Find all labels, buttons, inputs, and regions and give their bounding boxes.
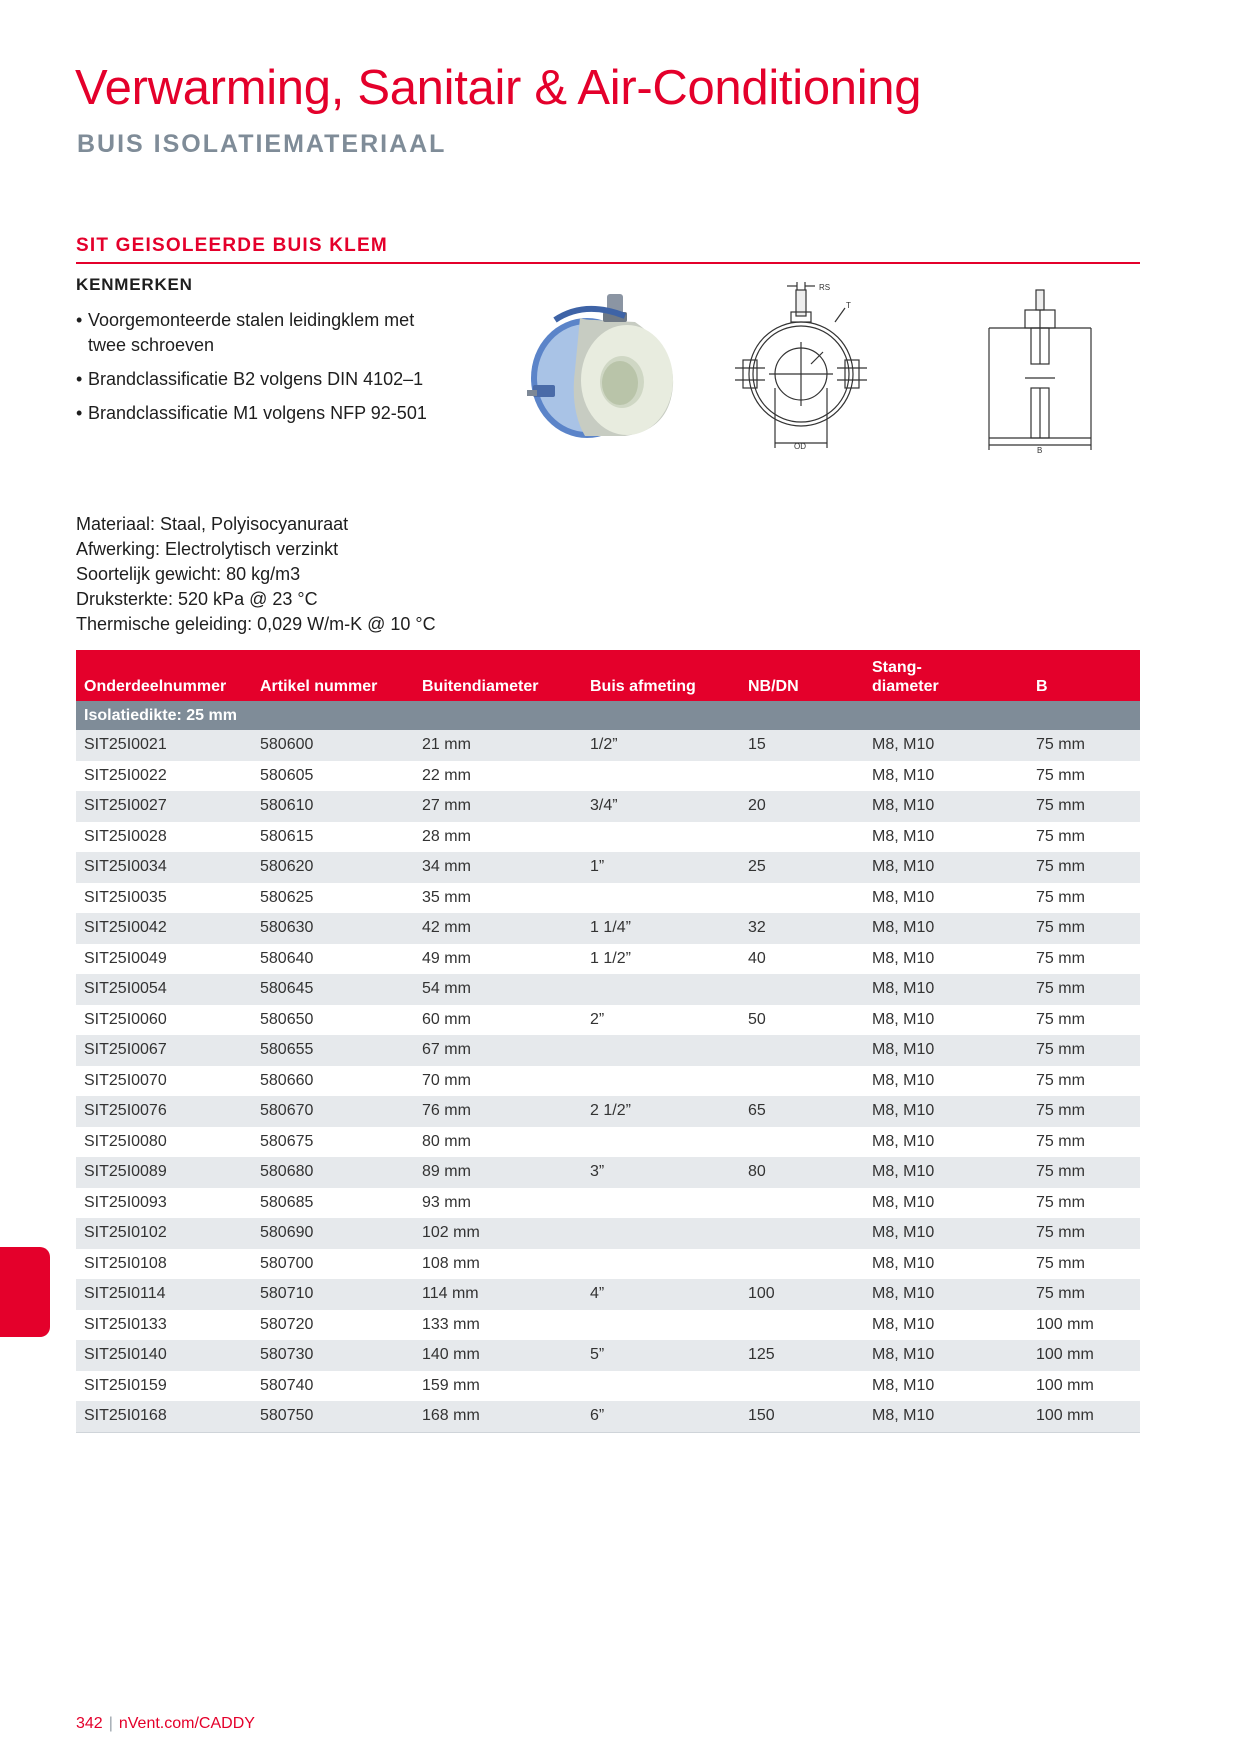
cell-outer-diameter: 28 mm (422, 827, 471, 845)
cell-article-number: 580650 (260, 1010, 314, 1028)
cell-part-number: SIT25I0021 (76, 730, 252, 761)
cell-nb-dn (740, 1310, 864, 1341)
cell-b: 75 mm (1028, 913, 1140, 944)
col-header-nb-dn: NB/DN (740, 650, 864, 701)
cell-outer-diameter: 70 mm (422, 1071, 471, 1089)
cell-part-number: SIT25I0076 (76, 1096, 252, 1127)
col-header-pipe-size: Buis afmeting (582, 650, 740, 701)
table-row (76, 852, 1140, 883)
table-row (76, 1066, 1140, 1097)
product-section-title: SIT GEISOLEERDE BUIS KLEM (76, 235, 388, 256)
table-row (76, 1249, 1140, 1280)
table-header-row (76, 650, 1140, 701)
cell-nb-dn: 100 (740, 1279, 864, 1310)
cell-outer-diameter: 168 mm (414, 1401, 582, 1432)
cell-nb-dn (740, 1188, 864, 1219)
cell-rod-diameter: M8, M10 (864, 1218, 1028, 1249)
cell-part-number: SIT25I0114 (76, 1279, 252, 1310)
cell-b: 75 mm (1036, 827, 1085, 845)
cell-rod-diameter: M8, M10 (872, 1376, 935, 1394)
cell-b: 100 mm (1036, 1315, 1094, 1333)
cell-outer-diameter: 35 mm (422, 888, 471, 906)
cell-b: 75 mm (1028, 852, 1140, 883)
cell-outer-diameter: 60 mm (422, 1010, 471, 1028)
cell-part-number: SIT25I0093 (84, 1193, 167, 1211)
cell-outer-diameter: 76 mm (414, 1096, 582, 1127)
cell-b: 100 mm (1028, 1401, 1140, 1432)
cell-rod-diameter: M8, M10 (872, 1071, 935, 1089)
cell-article-number: 580610 (252, 791, 414, 822)
cell-part-number: SIT25I0089 (76, 1157, 252, 1188)
cell-rod-diameter: M8, M10 (864, 791, 1028, 822)
cell-nb-dn (740, 1371, 864, 1402)
cell-b: 75 mm (1028, 730, 1140, 761)
t-dimension-label: T (846, 301, 851, 310)
spec-thermal-conductivity: Thermische geleiding: 0,029 W/m-K @ 10 °C (76, 614, 436, 634)
cell-outer-diameter: 42 mm (414, 913, 582, 944)
cell-pipe-size: 1/2” (582, 730, 740, 761)
cell-outer-diameter: 102 mm (414, 1218, 582, 1249)
cell-pipe-size: 1” (582, 852, 740, 883)
cell-nb-dn: 150 (740, 1401, 864, 1432)
footer-separator: | (108, 1715, 113, 1732)
cell-part-number: SIT25I0159 (84, 1376, 167, 1394)
cell-b: 75 mm (1036, 1254, 1085, 1272)
cell-pipe-size (582, 1310, 740, 1341)
cell-rod-diameter: M8, M10 (872, 1315, 935, 1333)
cell-nb-dn (740, 1218, 864, 1249)
cell-b: 100 mm (1036, 1376, 1094, 1394)
col-header-outer-diameter: Buitendiameter (414, 650, 582, 701)
spec-compressive-strength: Druksterkte: 520 kPa @ 23 °C (76, 589, 318, 609)
cell-rod-diameter: M8, M10 (872, 766, 935, 784)
cell-article-number: 580600 (252, 730, 414, 761)
cell-b: 75 mm (1028, 791, 1140, 822)
cell-rod-diameter: M8, M10 (864, 730, 1028, 761)
cell-nb-dn (740, 1066, 864, 1097)
page-footer (76, 1715, 255, 1733)
cell-part-number: SIT25I0168 (76, 1401, 252, 1432)
cell-article-number: 580655 (252, 1035, 414, 1066)
cell-article-number: 580730 (252, 1340, 414, 1371)
cell-part-number: SIT25I0140 (76, 1340, 252, 1371)
cell-pipe-size: 1 1/4” (582, 913, 740, 944)
cell-b: 75 mm (1028, 1157, 1140, 1188)
b-dimension-label: B (1037, 446, 1043, 455)
cell-article-number: 580720 (260, 1315, 314, 1333)
cell-b: 75 mm (1028, 974, 1140, 1005)
cell-part-number: SIT25I0049 (84, 949, 167, 967)
parts-table (76, 650, 1140, 1433)
cell-pipe-size: 3” (582, 1157, 740, 1188)
cell-nb-dn (740, 974, 864, 1005)
table-row (76, 791, 1140, 822)
table-row (76, 913, 1140, 944)
spec-density: Soortelijk gewicht: 80 kg/m3 (76, 564, 301, 584)
page-subtitle: BUIS ISOLATIEMATERIAAL (77, 130, 447, 158)
table-row (76, 1218, 1140, 1249)
cell-rod-diameter: M8, M10 (872, 888, 935, 906)
cell-nb-dn: 15 (740, 730, 864, 761)
cell-outer-diameter: 89 mm (414, 1157, 582, 1188)
cell-outer-diameter: 140 mm (414, 1340, 582, 1371)
cell-nb-dn: 50 (748, 1010, 766, 1028)
cell-pipe-size (582, 822, 740, 853)
footer-url: nVent.com/CADDY (118, 1715, 255, 1732)
cell-article-number: 580685 (260, 1193, 314, 1211)
cell-nb-dn (740, 1035, 864, 1066)
table-row (76, 1127, 1140, 1158)
table-row (76, 730, 1140, 761)
cell-article-number: 580630 (252, 913, 414, 944)
cell-outer-diameter: 21 mm (414, 730, 582, 761)
cell-pipe-size (582, 974, 740, 1005)
cell-b: 75 mm (1036, 1132, 1085, 1150)
cell-article-number: 580710 (252, 1279, 414, 1310)
cell-outer-diameter: 93 mm (422, 1193, 471, 1211)
cell-pipe-size (582, 1035, 740, 1066)
cell-rod-diameter: M8, M10 (872, 1254, 935, 1272)
col-header-b: B (1028, 650, 1140, 701)
cell-part-number: SIT25I0070 (84, 1071, 167, 1089)
cell-rod-diameter: M8, M10 (864, 1401, 1028, 1432)
features-title: KENMERKEN (76, 275, 193, 294)
cell-b: 75 mm (1028, 1218, 1140, 1249)
cell-part-number: SIT25I0028 (84, 827, 167, 845)
cell-rod-diameter: M8, M10 (872, 1010, 935, 1028)
cell-outer-diameter: 54 mm (414, 974, 582, 1005)
cell-rod-diameter: M8, M10 (872, 827, 935, 845)
cell-b: 75 mm (1036, 1193, 1085, 1211)
cell-outer-diameter: 80 mm (422, 1132, 471, 1150)
section-divider (76, 262, 1140, 264)
cell-b: 75 mm (1036, 766, 1085, 784)
cell-outer-diameter: 114 mm (414, 1279, 582, 1310)
cell-part-number: SIT25I0108 (84, 1254, 167, 1272)
cell-outer-diameter: 159 mm (422, 1376, 480, 1394)
cell-part-number: SIT25I0022 (84, 766, 167, 784)
cell-rod-diameter: M8, M10 (872, 1132, 935, 1150)
cell-article-number: 580690 (252, 1218, 414, 1249)
cell-rod-diameter: M8, M10 (864, 913, 1028, 944)
table-row (76, 1188, 1140, 1219)
cell-pipe-size (582, 1249, 740, 1280)
table-row (76, 974, 1140, 1005)
cell-pipe-size: 5” (582, 1340, 740, 1371)
cell-rod-diameter: M8, M10 (864, 1279, 1028, 1310)
spec-material: Materiaal: Staal, Polyisocyanuraat (76, 514, 349, 534)
table-row (76, 1340, 1140, 1371)
cell-part-number: SIT25I0067 (76, 1035, 252, 1066)
table-row (76, 1157, 1140, 1188)
cell-article-number: 580615 (260, 827, 314, 845)
cell-article-number: 580645 (252, 974, 414, 1005)
front-technical-drawing (735, 278, 895, 458)
cell-pipe-size (582, 761, 740, 792)
cell-outer-diameter: 49 mm (422, 949, 471, 967)
cell-article-number: 580670 (252, 1096, 414, 1127)
side-technical-drawing (985, 278, 1095, 458)
cell-b: 100 mm (1028, 1340, 1140, 1371)
cell-b: 75 mm (1028, 1096, 1140, 1127)
cell-nb-dn (740, 822, 864, 853)
cell-part-number: SIT25I0080 (84, 1132, 167, 1150)
cell-outer-diameter: 67 mm (414, 1035, 582, 1066)
group-label: Isolatiedikte: 25 mm (76, 701, 1140, 730)
cell-outer-diameter: 22 mm (422, 766, 471, 784)
cell-part-number: SIT25I0133 (84, 1315, 167, 1333)
table-row (76, 1371, 1140, 1402)
cell-rod-diameter: M8, M10 (864, 974, 1028, 1005)
col-header-article-number: Artikel nummer (252, 650, 414, 701)
cell-pipe-size: 6” (582, 1401, 740, 1432)
cell-pipe-size: 1 1/2” (590, 949, 631, 967)
cell-article-number: 580680 (252, 1157, 414, 1188)
table-row (76, 944, 1140, 975)
table-row (76, 761, 1140, 792)
cell-nb-dn: 125 (740, 1340, 864, 1371)
cell-part-number: SIT25I0042 (76, 913, 252, 944)
cell-pipe-size (582, 1127, 740, 1158)
table-row (76, 822, 1140, 853)
cell-pipe-size: 3/4” (582, 791, 740, 822)
table-row (76, 1096, 1140, 1127)
cell-article-number: 580620 (252, 852, 414, 883)
page-number: 342 (76, 1715, 103, 1732)
spec-finish: Afwerking: Electrolytisch verzinkt (76, 539, 339, 559)
chapter-edge-tab (0, 1247, 50, 1337)
table-row (76, 1279, 1140, 1310)
cell-nb-dn (740, 883, 864, 914)
page-title: Verwarming, Sanitair & Air-Conditioning (75, 61, 922, 115)
cell-nb-dn: 25 (740, 852, 864, 883)
cell-part-number: SIT25I0035 (84, 888, 167, 906)
cell-b: 75 mm (1028, 1279, 1140, 1310)
cell-pipe-size: 4” (582, 1279, 740, 1310)
cell-b: 75 mm (1028, 1035, 1140, 1066)
cell-article-number: 580700 (260, 1254, 314, 1272)
cell-rod-diameter: M8, M10 (872, 949, 935, 967)
cell-article-number: 580660 (260, 1071, 314, 1089)
cell-pipe-size: 2 1/2” (582, 1096, 740, 1127)
cell-pipe-size (582, 1066, 740, 1097)
od-dimension-label: OD (794, 442, 806, 451)
cell-part-number: SIT25I0034 (76, 852, 252, 883)
cell-part-number: SIT25I0027 (76, 791, 252, 822)
cell-nb-dn: 80 (740, 1157, 864, 1188)
cell-pipe-size (582, 883, 740, 914)
cell-article-number: 580740 (260, 1376, 314, 1394)
cell-article-number: 580625 (260, 888, 314, 906)
feature-item: • Brandclassificatie M1 volgens NFP 92-501 (76, 401, 456, 426)
features-list (76, 308, 456, 435)
cell-b: 75 mm (1036, 949, 1085, 967)
cell-part-number: SIT25I0102 (76, 1218, 252, 1249)
cell-rod-diameter: M8, M10 (864, 1035, 1028, 1066)
cell-pipe-size: 2” (590, 1010, 605, 1028)
cell-rod-diameter: M8, M10 (864, 1340, 1028, 1371)
cell-part-number: SIT25I0060 (84, 1010, 167, 1028)
table-row (76, 1035, 1140, 1066)
product-photo (525, 290, 695, 450)
cell-nb-dn (740, 1249, 864, 1280)
cell-nb-dn: 40 (748, 949, 766, 967)
col-header-part-number: Onderdeelnummer (76, 650, 252, 701)
cell-pipe-size (582, 1218, 740, 1249)
cell-nb-dn (740, 1127, 864, 1158)
cell-article-number: 580605 (260, 766, 314, 784)
cell-nb-dn (740, 761, 864, 792)
cell-nb-dn: 20 (740, 791, 864, 822)
cell-nb-dn: 32 (740, 913, 864, 944)
table-row (76, 1310, 1140, 1341)
feature-item: • Brandclassificatie B2 volgens DIN 4102–1 (76, 367, 456, 392)
cell-part-number: SIT25I0054 (76, 974, 252, 1005)
table-row (76, 1401, 1140, 1432)
cell-article-number: 580675 (260, 1132, 314, 1150)
cell-b: 75 mm (1036, 1071, 1085, 1089)
cell-article-number: 580640 (260, 949, 314, 967)
rs-dimension-label: RS (819, 283, 831, 292)
cell-pipe-size (582, 1188, 740, 1219)
cell-pipe-size (582, 1371, 740, 1402)
cell-nb-dn: 65 (740, 1096, 864, 1127)
cell-rod-diameter: M8, M10 (872, 1193, 935, 1211)
cell-b: 75 mm (1036, 888, 1085, 906)
cell-outer-diameter: 133 mm (422, 1315, 480, 1333)
cell-outer-diameter: 27 mm (414, 791, 582, 822)
group-row-insulation-thickness (76, 701, 1140, 730)
table-row (76, 883, 1140, 914)
cell-outer-diameter: 34 mm (414, 852, 582, 883)
col-header-rod-diameter: Stang- diameter (864, 650, 1028, 701)
cell-outer-diameter: 108 mm (422, 1254, 480, 1272)
cell-b: 75 mm (1036, 1010, 1085, 1028)
cell-rod-diameter: M8, M10 (864, 852, 1028, 883)
material-specs (76, 512, 436, 637)
cell-article-number: 580750 (252, 1401, 414, 1432)
table-row (76, 1005, 1140, 1036)
cell-rod-diameter: M8, M10 (864, 1096, 1028, 1127)
cell-rod-diameter: M8, M10 (864, 1157, 1028, 1188)
feature-item: • Voorgemonteerde stalen leidingklem met twee schroeven (76, 308, 456, 358)
